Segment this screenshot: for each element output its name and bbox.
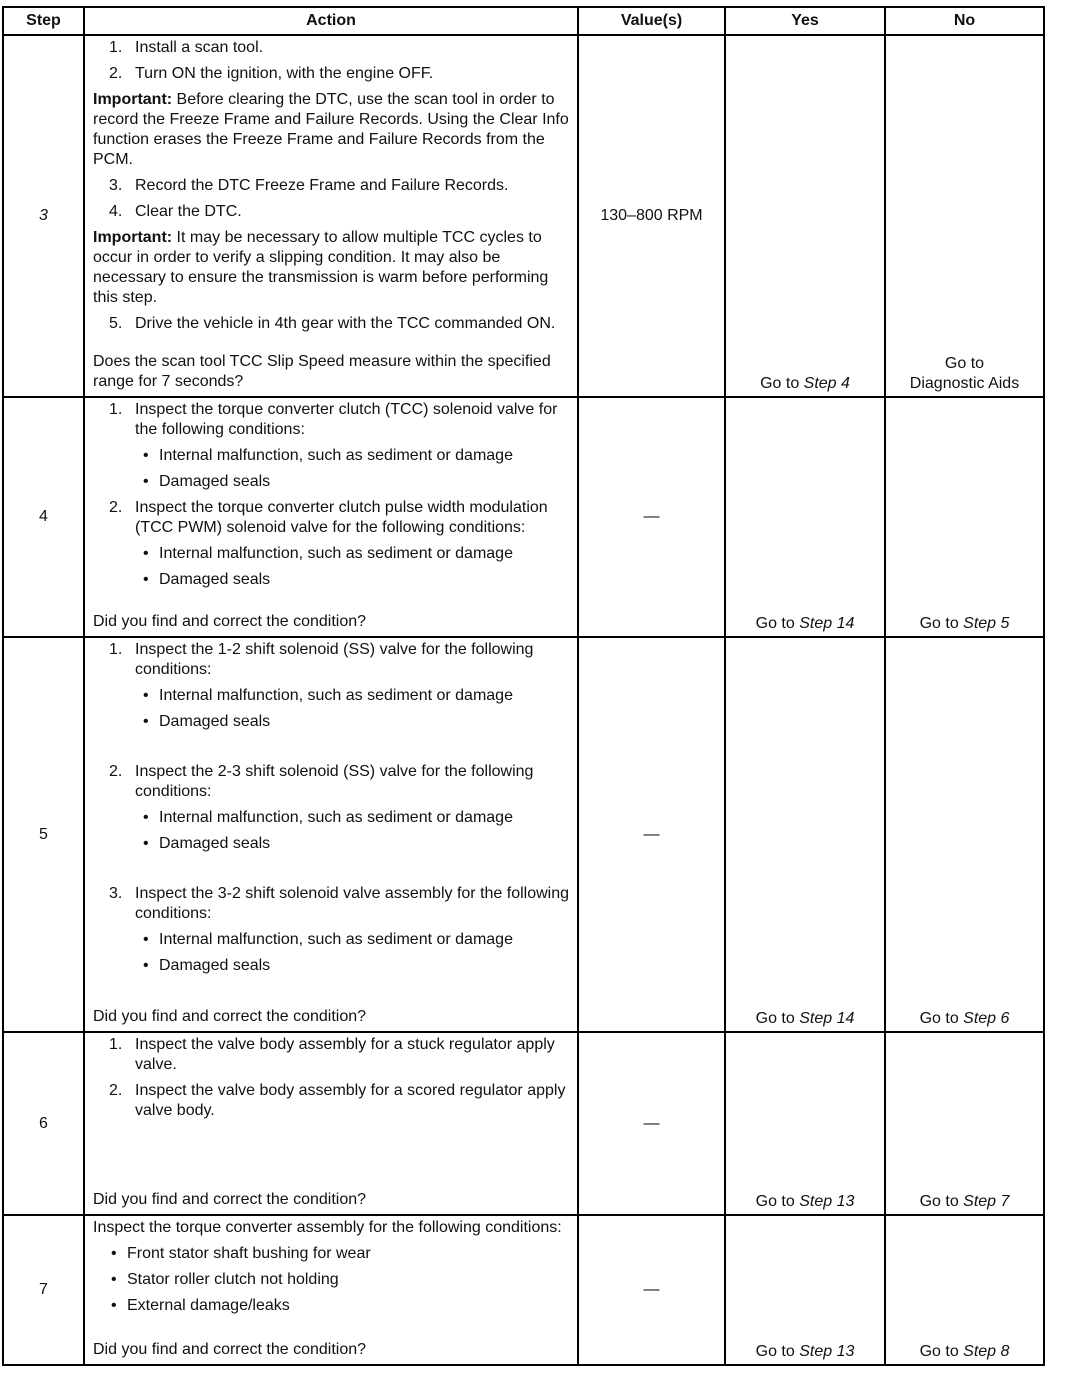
step-number: 3	[3, 35, 84, 397]
yes-cell: Go to Step 14	[725, 637, 885, 1032]
action-cell: 1. Inspect the valve body assembly for a stuck regulator apply valve. 2. Inspect the valve body assembly for a scored regulator apply valve body. Did you find and correct the condition?	[84, 1032, 578, 1215]
bullet-item: Internal malfunction, such as sediment or damage	[159, 447, 513, 464]
value-cell: —	[578, 397, 725, 637]
important-note: Important: Before clearing the DTC, use the scan tool in order to record the Freeze Frame and Failure Records. Using the Clear Info function erases the Freeze Frame and Failure Records from the PCM.	[93, 91, 569, 168]
action-item: Inspect the valve body assembly for a scored regulator apply valve body.	[135, 1082, 566, 1119]
header-row	[3, 7, 1044, 35]
question: Did you find and correct the condition?	[93, 613, 367, 630]
action-item: Turn ON the ignition, with the engine OFF.	[135, 65, 434, 82]
header-action: Action	[84, 7, 578, 35]
action-item: Install a scan tool.	[135, 39, 264, 56]
action-item: Inspect the 1-2 shift solenoid (SS) valve for the following conditions:	[135, 641, 534, 678]
no-cell: Go to Step 6	[885, 637, 1044, 1032]
action-item: Inspect the 3-2 shift solenoid valve assembly for the following conditions:	[135, 885, 570, 922]
bullet-item: Damaged seals	[159, 473, 271, 490]
bullet-item: Internal malfunction, such as sediment or damage	[159, 545, 513, 562]
step-number: 7	[3, 1215, 84, 1365]
action-item: Inspect the 2-3 shift solenoid (SS) valve for the following conditions:	[135, 763, 534, 800]
bullet-item: External damage/leaks	[127, 1297, 290, 1314]
yes-cell: Go to Step 4	[725, 35, 885, 397]
action-item: Inspect the torque converter clutch pulse width modulation (TCC PWM) solenoid valve for the following conditions:	[135, 499, 548, 536]
action-item: Inspect the valve body assembly for a stuck regulator apply valve.	[135, 1036, 555, 1073]
bullet-item: Front stator shaft bushing for wear	[127, 1245, 371, 1262]
action-cell: 1. Inspect the torque converter clutch (TCC) solenoid valve for the following conditions: • Internal malfunction, such as sediment or damage • Damaged seals 2. Inspect the torque converter clutch pulse width modulation (TCC PWM) solenoid valve for the following conditions: • Internal malfunction, such as sediment or damage • Damaged seals Did you find and correct the condition?	[84, 397, 578, 637]
bullet-item: Internal malfunction, such as sediment or damage	[159, 931, 513, 948]
bullet-item: Damaged seals	[159, 713, 271, 730]
bullet-item: Stator roller clutch not holding	[127, 1271, 339, 1288]
action-item: Drive the vehicle in 4th gear with the TCC commanded ON.	[135, 315, 556, 332]
header-no: No	[885, 7, 1044, 35]
table-row	[3, 637, 1044, 1032]
table-row	[3, 35, 1044, 397]
table-row	[3, 397, 1044, 637]
question: Does the scan tool TCC Slip Speed measure within the specified range for 7 seconds?	[93, 353, 551, 390]
action-item: Record the DTC Freeze Frame and Failure Records.	[135, 177, 509, 194]
bullet-item: Internal malfunction, such as sediment or damage	[159, 809, 513, 826]
step-number: 4	[3, 397, 84, 637]
value-cell: —	[578, 637, 725, 1032]
no-cell: Go to Step 8	[885, 1215, 1044, 1365]
diagnostic-table	[2, 6, 1045, 1366]
header-yes: Yes	[725, 7, 885, 35]
header-values: Value(s)	[578, 7, 725, 35]
table-row	[3, 1032, 1044, 1215]
action-intro: Inspect the torque converter assembly for the following conditions:	[93, 1219, 562, 1236]
bullet-item: Damaged seals	[159, 571, 271, 588]
important-note: Important: It may be necessary to allow multiple TCC cycles to occur in order to verify a slipping condition. It may also be necessary to ensure the transmission is warm before performing this step.	[93, 229, 549, 306]
step-number: 6	[3, 1032, 84, 1215]
yes-cell: Go to Step 13	[725, 1032, 885, 1215]
value-cell: 130–800 RPM	[578, 35, 725, 397]
question: Did you find and correct the condition?	[93, 1191, 367, 1208]
bullet-item: Damaged seals	[159, 957, 271, 974]
no-cell: Go to Step 7	[885, 1032, 1044, 1215]
yes-cell: Go to Step 13	[725, 1215, 885, 1365]
action-cell: 1. Install a scan tool. 2. Turn ON the ignition, with the engine OFF. Important: Before clearing the DTC, use the scan tool in order to record the Freeze Frame and Failure Records. Using the Clear Info function erases the Freeze Frame and Failure Records from the PCM. 3. Record the DTC Freeze Frame and Failure Records. 4. Clear the DTC. Important: It may be necessary to allow multiple TCC cycles to occur in order to verify a slipping condition. It may also be necessary to ensure the transmission is warm before performing this step. 5. Drive the vehicle in 4th gear with the TCC commanded ON. Does the scan tool TCC Slip Speed measure within the specified range for 7 seconds?	[84, 35, 578, 397]
bullet-item: Damaged seals	[159, 835, 271, 852]
no-cell: Go to Diagnostic Aids	[885, 35, 1044, 397]
action-cell: 1. Inspect the 1-2 shift solenoid (SS) valve for the following conditions: • Internal malfunction, such as sediment or damage • Damaged seals 2. Inspect the 2-3 shift solenoid (SS) valve for the following conditions: • Internal malfunction, such as sediment or damage • Damaged seals 3. Inspect the 3-2 shift solenoid valve assembly for the following conditions: • Internal malfunction, such as sediment or damage • Damaged seals Did you find and correct the condition?	[84, 637, 578, 1032]
question: Did you find and correct the condition?	[93, 1341, 367, 1358]
question: Did you find and correct the condition?	[93, 1008, 367, 1025]
header-step: Step	[3, 7, 84, 35]
bullet-item: Internal malfunction, such as sediment or damage	[159, 687, 513, 704]
action-item: Inspect the torque converter clutch (TCC) solenoid valve for the following conditions:	[135, 401, 558, 438]
action-cell: Inspect the torque converter assembly for the following conditions: • Front stator shaft bushing for wear • Stator roller clutch not holding • External damage/leaks Did you find and correct the condition?	[84, 1215, 578, 1365]
yes-cell: Go to Step 14	[725, 397, 885, 637]
value-cell: —	[578, 1032, 725, 1215]
value-cell: —	[578, 1215, 725, 1365]
action-item: Clear the DTC.	[135, 203, 242, 220]
table-row	[3, 1215, 1044, 1365]
no-cell: Go to Step 5	[885, 397, 1044, 637]
step-number: 5	[3, 637, 84, 1032]
